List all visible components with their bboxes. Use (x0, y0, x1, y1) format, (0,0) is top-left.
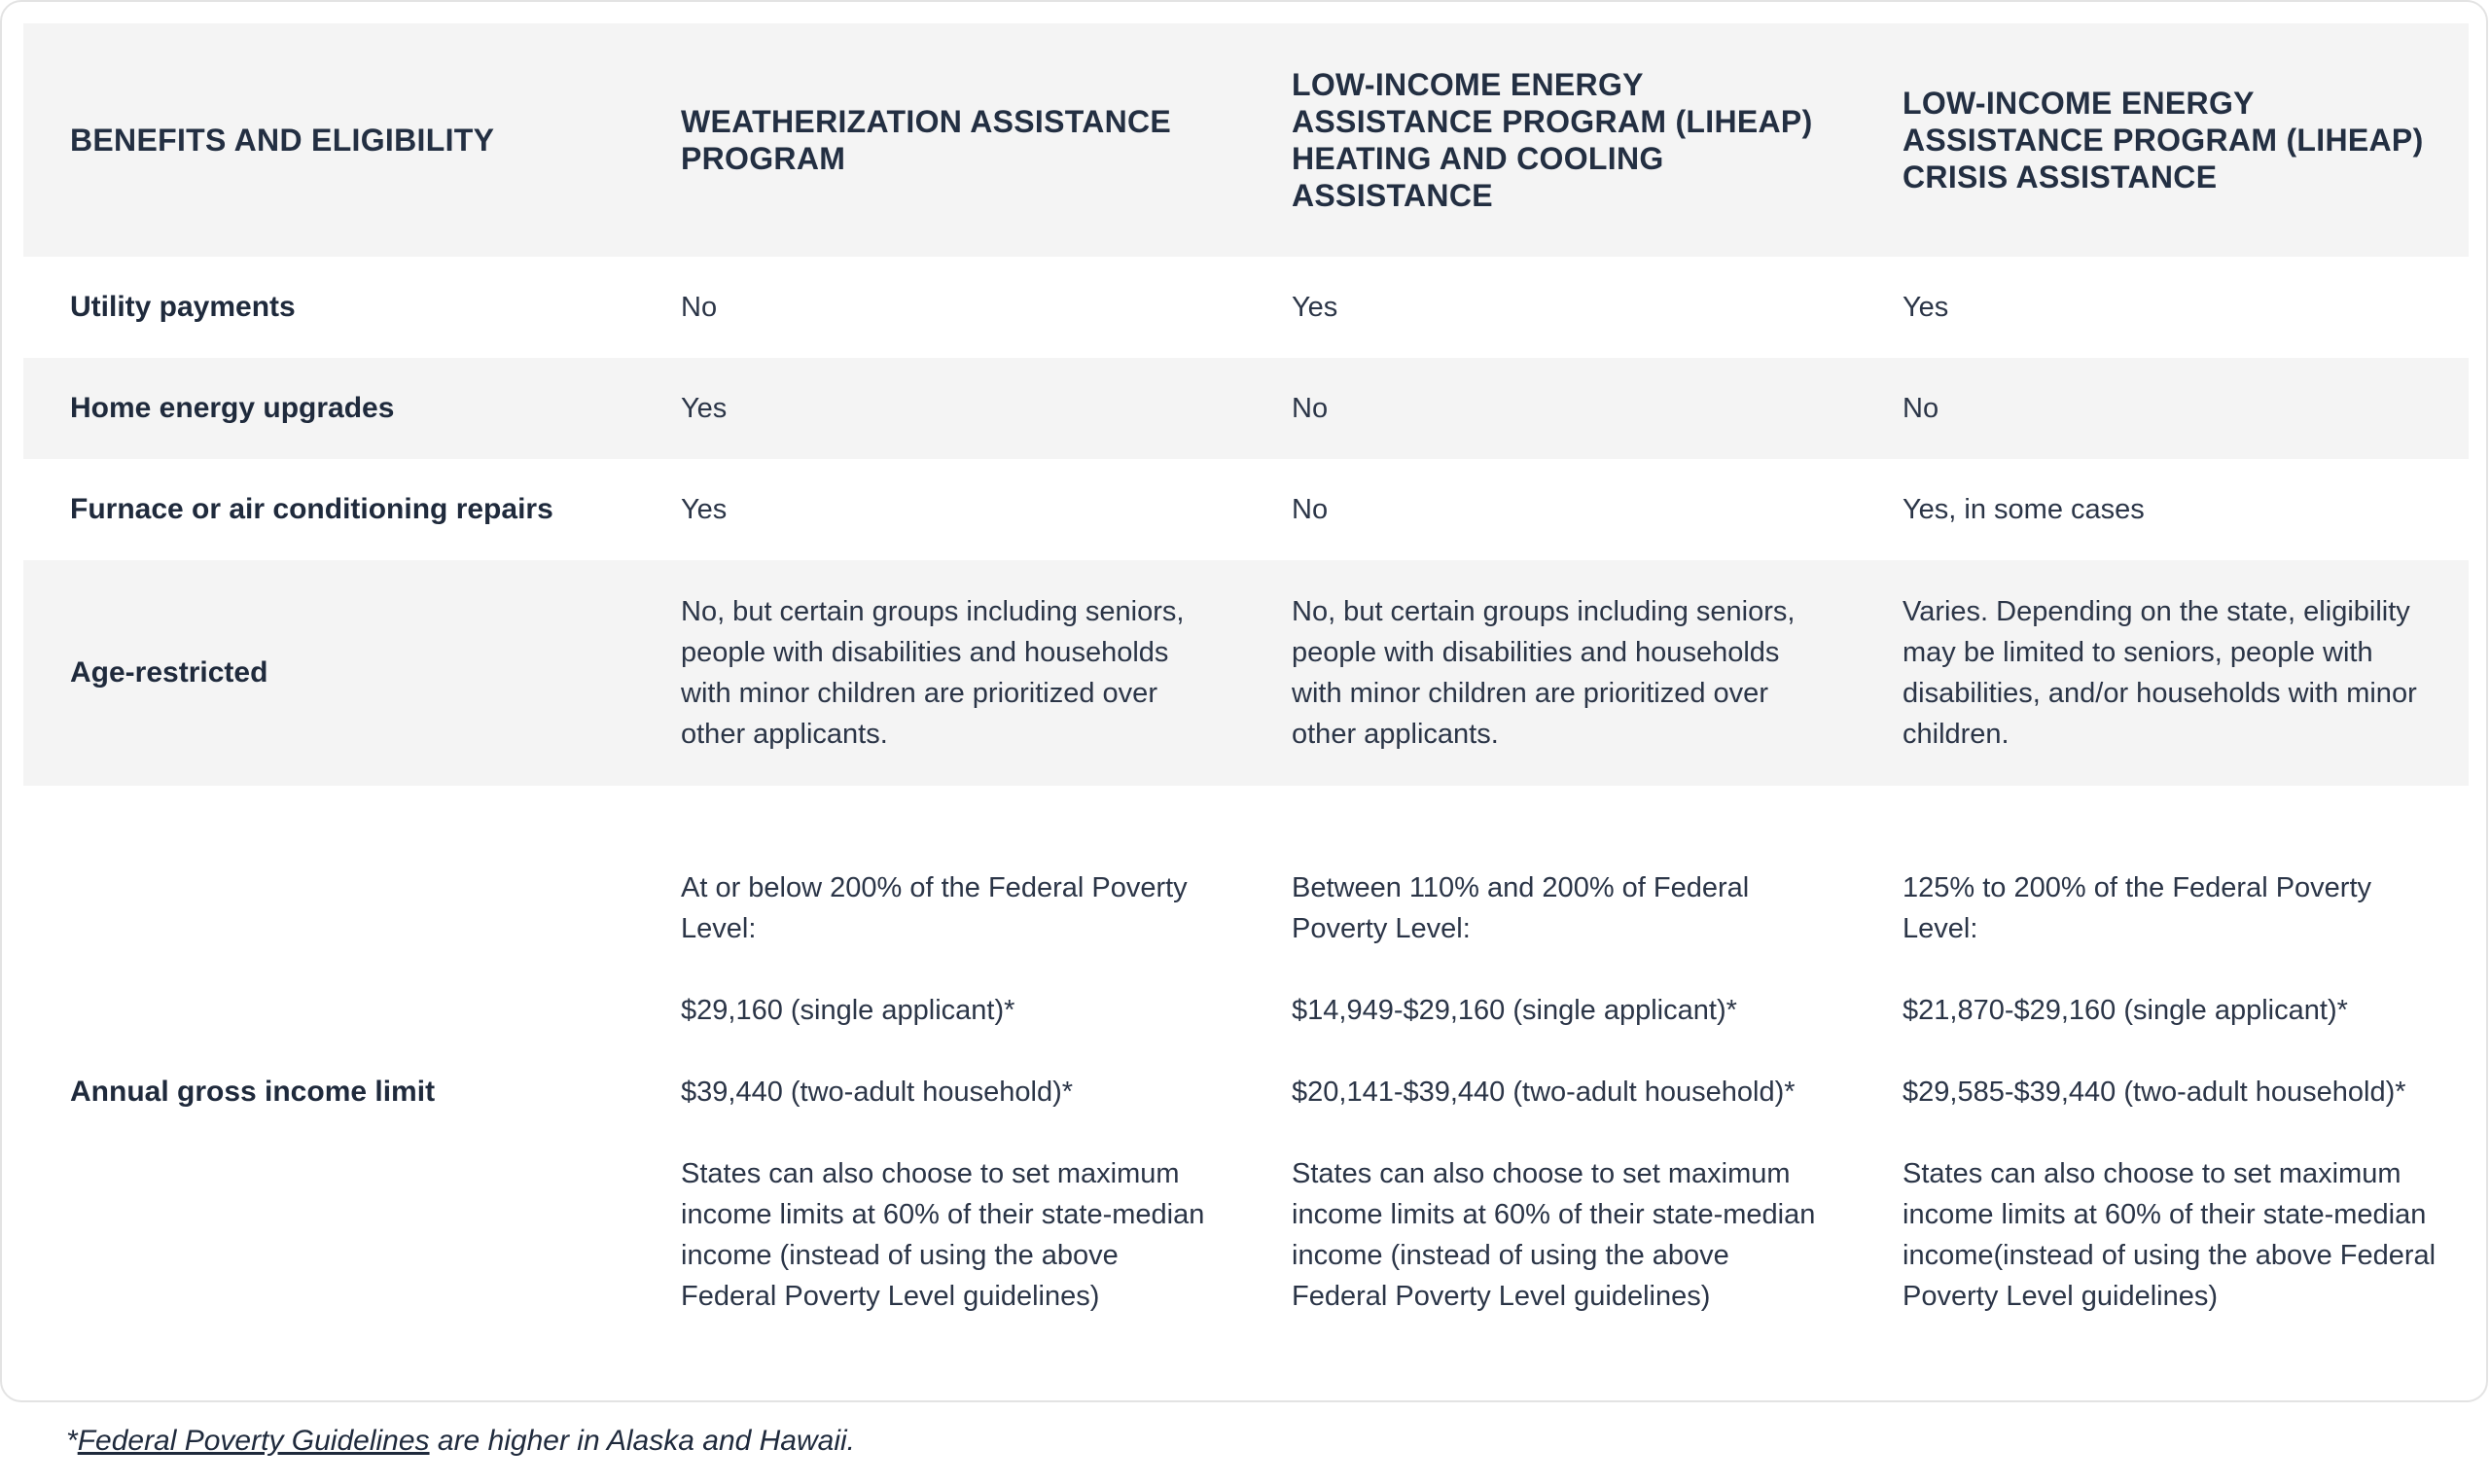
cell-weatherization: Yes (681, 393, 728, 424)
cell-weatherization (634, 786, 1245, 1398)
cell-liheap-heating: No, but certain groups including seniors, people with disabilities and households with minor children are prioritized over other applicants. (1292, 596, 1796, 750)
income-paragraph: At or below 200% of the Federal Poverty Level: (681, 872, 1188, 944)
header-weatherization: WEATHERIZATION ASSISTANCE PROGRAM (681, 104, 1172, 176)
cell-liheap-heating: No (1292, 494, 1329, 525)
income-paragraph: $21,870-$29,160 (single applicant)* (1903, 995, 2348, 1026)
row-label: Furnace or air conditioning repairs (70, 493, 553, 525)
header-liheap-crisis: LOW-INCOME ENERGY ASSISTANCE PROGRAM (LIHEAP) CRISIS ASSISTANCE (1903, 86, 2424, 194)
income-paragraph: Between 110% and 200% of Federal Poverty Level: (1292, 872, 1750, 944)
header-liheap-heating-cooling: LOW-INCOME ENERGY ASSISTANCE PROGRAM (LIHEAP) HEATING AND COOLING ASSISTANCE (1292, 67, 1813, 213)
row-label: Home energy upgrades (70, 392, 395, 424)
cell-liheap-crisis: Yes (1903, 292, 1949, 323)
cell-liheap-heating: No (1292, 393, 1329, 424)
cell-liheap-heating: Yes (1292, 292, 1338, 323)
benefits-comparison-table (23, 23, 2469, 1398)
federal-poverty-guidelines-link[interactable]: Federal Poverty Guidelines (77, 1425, 430, 1457)
income-paragraph: States can also choose to set maximum income limits at 60% of their state-median income (instead of using the above Federal Poverty Level guidelines) (681, 1158, 1205, 1312)
table-row (23, 786, 2469, 1398)
cell-weatherization: No, but certain groups including seniors, people with disabilities and households with minor children are prioritized over other applicants. (681, 596, 1185, 750)
header-benefits-and-eligibility: BENEFITS AND ELIGIBILITY (70, 123, 495, 158)
cell-weatherization: No (681, 292, 718, 323)
income-paragraph: States can also choose to set maximum income limits at 60% of their state-median income(instead of using the above Federal Poverty Level guidelines) (1903, 1158, 2437, 1312)
cell-liheap-crisis: No (1903, 393, 1939, 424)
footnote-prefix: * (66, 1425, 78, 1457)
table-header-row (23, 23, 2469, 257)
row-label: Utility payments (70, 291, 296, 323)
table-row (23, 560, 2469, 786)
table-row (23, 358, 2469, 459)
cell-liheap-heating (1245, 786, 1856, 1398)
table-row (23, 459, 2469, 560)
income-paragraph: $39,440 (two-adult household)* (681, 1077, 1074, 1108)
cell-liheap-crisis (1856, 786, 2469, 1398)
cell-liheap-crisis: Yes, in some cases (1903, 494, 2145, 525)
footnote-suffix: are higher in Alaska and Hawaii. (429, 1425, 856, 1457)
cell-liheap-crisis: Varies. Depending on the state, eligibility may be limited to seniors, people with disabilities, and/or households with minor children. (1903, 596, 2417, 750)
footnote (66, 1422, 855, 1461)
income-paragraph: 125% to 200% of the Federal Poverty Level: (1903, 872, 2372, 944)
row-label: Annual gross income limit (70, 1076, 436, 1108)
cell-weatherization: Yes (681, 494, 728, 525)
table-row (23, 257, 2469, 358)
income-paragraph: $14,949-$29,160 (single applicant)* (1292, 995, 1737, 1026)
income-paragraph: $20,141-$39,440 (two-adult household)* (1292, 1077, 1796, 1108)
income-paragraph: States can also choose to set maximum income limits at 60% of their state-median income (instead of using the above Federal Poverty Level guidelines) (1292, 1158, 1816, 1312)
income-paragraph: $29,160 (single applicant)* (681, 995, 1015, 1026)
income-paragraph: $29,585-$39,440 (two-adult household)* (1903, 1077, 2406, 1108)
row-label: Age-restricted (70, 656, 268, 689)
